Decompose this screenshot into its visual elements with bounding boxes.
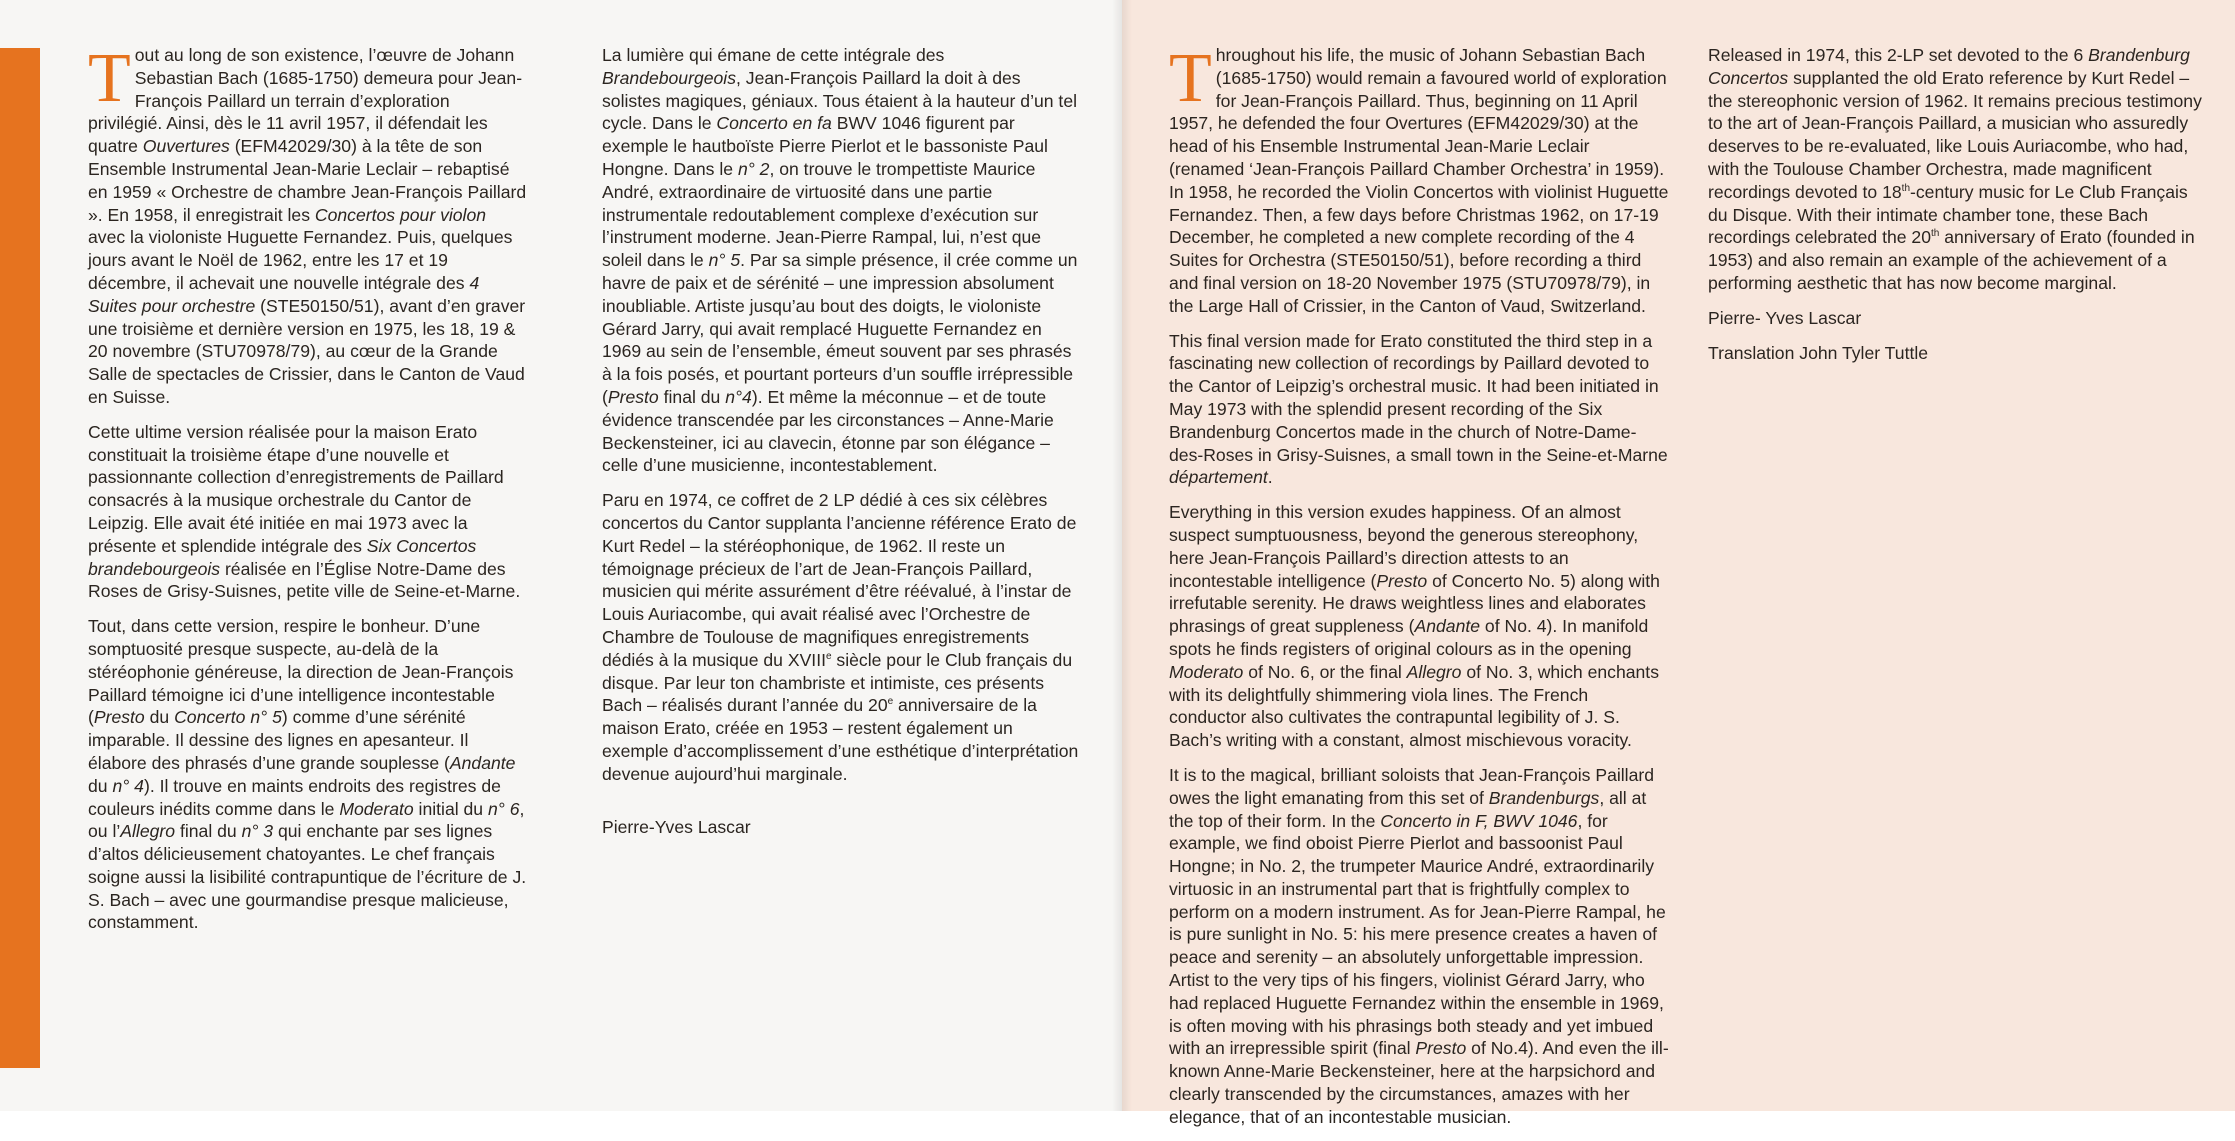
italic-text: Allegro — [120, 821, 176, 842]
italic-text: Concerto n° 5 — [174, 707, 282, 728]
italic-text: n° 5 — [708, 250, 741, 271]
italic-text: Ouvertures — [142, 136, 230, 157]
italic-text: Andante — [449, 752, 516, 773]
italic-text: n° 4 — [112, 775, 144, 796]
english-paragraph-4: It is to the magical, brilliant soloists that Jean-François Paillard owes the light emanating from this set of Brandenburgs, all at the top of their form. In the Concerto in F, BWV 1046, for example, we find oboist Pierre Pierlot and bassoonist Paul Hongne; in No. 2, the trumpeter Maurice André, extraordinarily virtuosic in an instrumental part that is frightfully complex to perform on a modern instrument. As for Jean-Pierre Rampal, he is pure sunlight in No. 5: his mere presence creates a haven of peace and serenity – an absolutely unforgettable impression. Artist to the very tips of his fingers, violinist Gérard Jarry, who had replaced Huguette Fernandez within the ensemble in 1969, is often moving with his phrasings both steady and yet imbued with an irrepressible spirit (final Presto of No.4). And even the ill-known Anne-Marie Beckensteiner, here at the harpsichord and clearly transcended by the circumstances, amazes with her elegance, that of an incontestable musician. — [1169, 764, 1669, 1127]
french-paragraph-2: Cette ultime version réalisée pour la maison Erato constituait la troisième étape d’une nouvelle et passionnante collection d’enregistrements de Paillard consacrés à la musique orchestrale du Cantor de Leipzig. Elle avait été initiée en mai 1973 avec la présente et splendide intégrale des Six Concertos brandebourgeois réalisée en l’Église Notre-Dame des Roses de Grisy-Suisnes, petite ville de Seine-et-Marne. — [88, 421, 521, 602]
italic-text: Moderato — [339, 798, 414, 819]
italic-text: département — [1169, 467, 1268, 488]
gutter-shadow — [1112, 0, 1122, 1111]
author-signature: Pierre- Yves Lascar — [1708, 307, 1862, 328]
french-paragraph-3: Tout, dans cette version, respire le bonheur. D’une somptuosité presque suspecte, au-delà de la stéréophonie généreuse, la direction de Jean-François Paillard témoigne ici d’une intelligence incontestable (Presto du Concerto n° 5) comme d’une sérénité imparable. Il dessine des lignes en apesanteur. Il élabore des phrasés d’une grande souplesse (Andante du n° 4). Il trouve en maints endroits des registres de couleurs inédits comme dans le Moderato initial du n° 6, ou l’Allegro final du n° 3 qui enchante par ses lignes d’altos délicieusement chatoyantes. Le chef français soigne aussi la lisibilité contrapuntique de l’écriture de J. S. Bach – avec une gourmandise presque malicieuse, constamment. — [88, 616, 527, 933]
italic-text: n°4 — [725, 386, 752, 407]
superscript-text: th — [1901, 182, 1911, 194]
english-paragraph-3: Everything in this version exudes happiness. Of an almost suspect sumptuousness, beyond the generous stereophony, here Jean-François Paillard’s direction attests to an incontestable intelligence (Presto of Concerto No. 5) along with irrefutable serenity. He draws weightless lines and elaborates phrasings of great suppleness (Andante of No. 4). In manifold spots he finds registers of original colours as in the opening Moderato of No. 6, or the final Allegro of No. 3, which enchants with its delightfully shimmering viola lines. The French conductor also cultivates the contrapuntal legibility of J. S. Bach’s writing with a constant, almost mischievous voracity. — [1169, 502, 1660, 751]
italic-text: Six Concertos brandebourgeois — [88, 535, 477, 579]
superscript-text: th — [1931, 228, 1940, 240]
italic-text: Andante — [1414, 616, 1481, 637]
french-column-2 — [602, 44, 1082, 850]
italic-text: 4 Suites pour orchestre — [88, 272, 480, 316]
left-page — [0, 0, 1122, 1111]
english-paragraph-2: This final version made for Erato constituted the third step in a fascinating new collection of recordings by Paillard devoted to the Cantor of Leipzig’s orchestral music. It had been initiated in May 1973 with the splendid present recording of the Six Brandenburg Concertos made in the church of Notre-Dame-des-Roses in Grisy-Suisnes, a small town in the Seine-et-Marne département. — [1169, 330, 1668, 488]
paragraph-text: out au long de son existence, l’œuvre de Johann Sebastian Bach (1685-1750) demeura pour Jean-François Paillard un terrain d’exploration privilégié. Ainsi, dès le 11 avril 1957, il défendait les quatre Ouvertures (EFM42029/30) à la tête de son Ensemble Instrumental Jean-Marie Leclair – rebaptisé en 1959 « Orchestre de chambre Jean-François Paillard ». En 1958, il enregistrait les Concertos pour violon avec la violoniste Huguette Fernandez. Puis, quelques jours avant le Noël de 1962, entre les 17 et 19 décembre, il achevait une nouvelle intégrale des 4 Suites pour orchestre (STE50150/51), avant d’en graver une troisième et dernière version en 1975, les 18, 19 & 20 novembre (STU70978/79), au cœur de la Grande Salle de spectacles de Crissier, dans le Canton de Vaud en Suisse. — [88, 45, 527, 407]
author-signature: Pierre-Yves Lascar — [602, 816, 751, 837]
italic-text: Presto — [93, 707, 145, 728]
italic-text: Concerto en fa — [716, 113, 832, 134]
superscript-text: e — [825, 650, 832, 662]
french-column-1 — [88, 40, 528, 946]
italic-text: n° 3 — [241, 821, 274, 842]
italic-text: Moderato — [1169, 661, 1244, 682]
italic-text: Brandenburg Concertos — [1708, 45, 2190, 88]
italic-text: Concerto in F, BWV 1046 — [1380, 810, 1578, 831]
gutter-shadow — [1122, 0, 1132, 1111]
italic-text: Allegro — [1406, 661, 1462, 682]
italic-text: n° 6 — [487, 798, 520, 819]
italic-text: Concertos pour violon — [314, 204, 487, 225]
french-paragraph-5: Paru en 1974, ce coffret de 2 LP dédié à ces six célèbres concertos du Cantor supplanta l’ancienne référence Erato de Kurt Redel – la stéréophonique, de 1962. Il reste un témoignage précieux de l’art de Jean-François Paillard, musicien qui mérite assurément d’être réévalué, à l’instar de Louis Auriacombe, qui avait réalisé avec l’Orchestre de Chambre de Toulouse de magnifiques enregistrements dédiés à la musique du XVIIIe siècle pour le Club français du disque. Par leur ton chambriste et intimiste, ces présents Bach – réalisés durant l’année du 20e anniversaire de la maison Erato, créée en 1953 – restent également un exemple d’accomplissement d’une esthétique d’interprétation devenue aujourd’hui marginale. — [602, 490, 1079, 784]
english-paragraph-5: Released in 1974, this 2-LP set devoted to the 6 Brandenburg Concertos supplanted the old Erato reference by Kurt Redel – the stereophonic version of 1962. It remains precious testimony to the art of Jean-François Paillard, a musician who assuredly deserves to be re-evaluated, like Louis Auriacombe, who had, with the Toulouse Chamber Orchestra, made magnificent recordings devoted to 18th-century music for Le Club Français du Disque. With their intimate chamber tone, these Bach recordings celebrated the 20th anniversary of Erato (founded in 1953) and also remain an example of the achievement of a performing aesthetic that has now become marginal. — [1708, 45, 2202, 293]
english-paragraph-1 — [1169, 40, 1669, 318]
accent-bar — [0, 48, 40, 1068]
french-paragraph-4: La lumière qui émane de cette intégrale des Brandebourgeois, Jean-François Paillard la doit à des solistes magiques, géniaux. Tous étaient à la hauteur d’un tel cycle. Dans le Concerto en fa BWV 1046 figurent par exemple le hautboïste Pierre Pierlot et le bassoniste Paul Hongne. Dans le n° 2, on trouve le trompettiste Maurice André, extraordinaire de virtuosité dans une partie instrumentale redoutablement complexe d’exécution sur l’instrument moderne. Jean-Pierre Rampal, lui, n’est que soleil dans le n° 5. Par sa simple présence, il crée comme un havre de paix et de sérénité – une impression absolument inoubliable. Artiste jusqu’au bout des doigts, le violoniste Gérard Jarry, qui avait remplacé Huguette Fernandez en 1969 au sein de l’ensemble, émeut souvent par ses phrasés à la fois posés, et pourtant porteurs d’un souffle irrépressible (Presto final du n°4). Et même la méconnue – et de toute évidence transcendée par les circonstances – Anne-Marie Beckensteiner, ici au clavecin, étonne par son élégance – celle d’une musicienne, incontestablement. — [602, 45, 1078, 476]
translator-credit: Translation John Tyler Tuttle — [1708, 342, 1929, 363]
italic-text: Brandenburgs — [1488, 787, 1600, 808]
italic-text: Presto — [1415, 1038, 1467, 1059]
italic-text: Brandebourgeois — [602, 67, 737, 88]
english-column-2 — [1708, 44, 2208, 376]
french-paragraph-1 — [88, 40, 528, 409]
superscript-text: e — [887, 696, 894, 708]
drop-cap: T — [88, 40, 131, 117]
drop-cap: T — [1169, 40, 1212, 117]
paragraph-text: hroughout his life, the music of Johann Sebastian Bach (1685-1750) would remain a favoured world of exploration for Jean-François Paillard. Thus, beginning on 11 April 1957, he defended the four Overtures (EFM42029/30) at the head of his Ensemble Instrumental Jean-Marie Leclair (renamed ‘Jean-François Paillard Chamber Orchestra’ in 1959). In 1958, he recorded the Violin Concertos with violinist Huguette Fernandez. Then, a few days before Christmas 1962, on 17-19 December, he completed a new complete recording of the 4 Suites for Orchestra (STE50150/51), before recording a third and final version on 18-20 November 1975 (STU70978/79), in the Large Hall of Crissier, in the Canton of Vaud, Switzerland. — [1169, 45, 1669, 316]
italic-text: n° 2 — [737, 158, 770, 179]
italic-text: Presto — [607, 386, 659, 407]
italic-text: Presto — [1376, 570, 1428, 591]
english-column-1 — [1169, 40, 1669, 1141]
